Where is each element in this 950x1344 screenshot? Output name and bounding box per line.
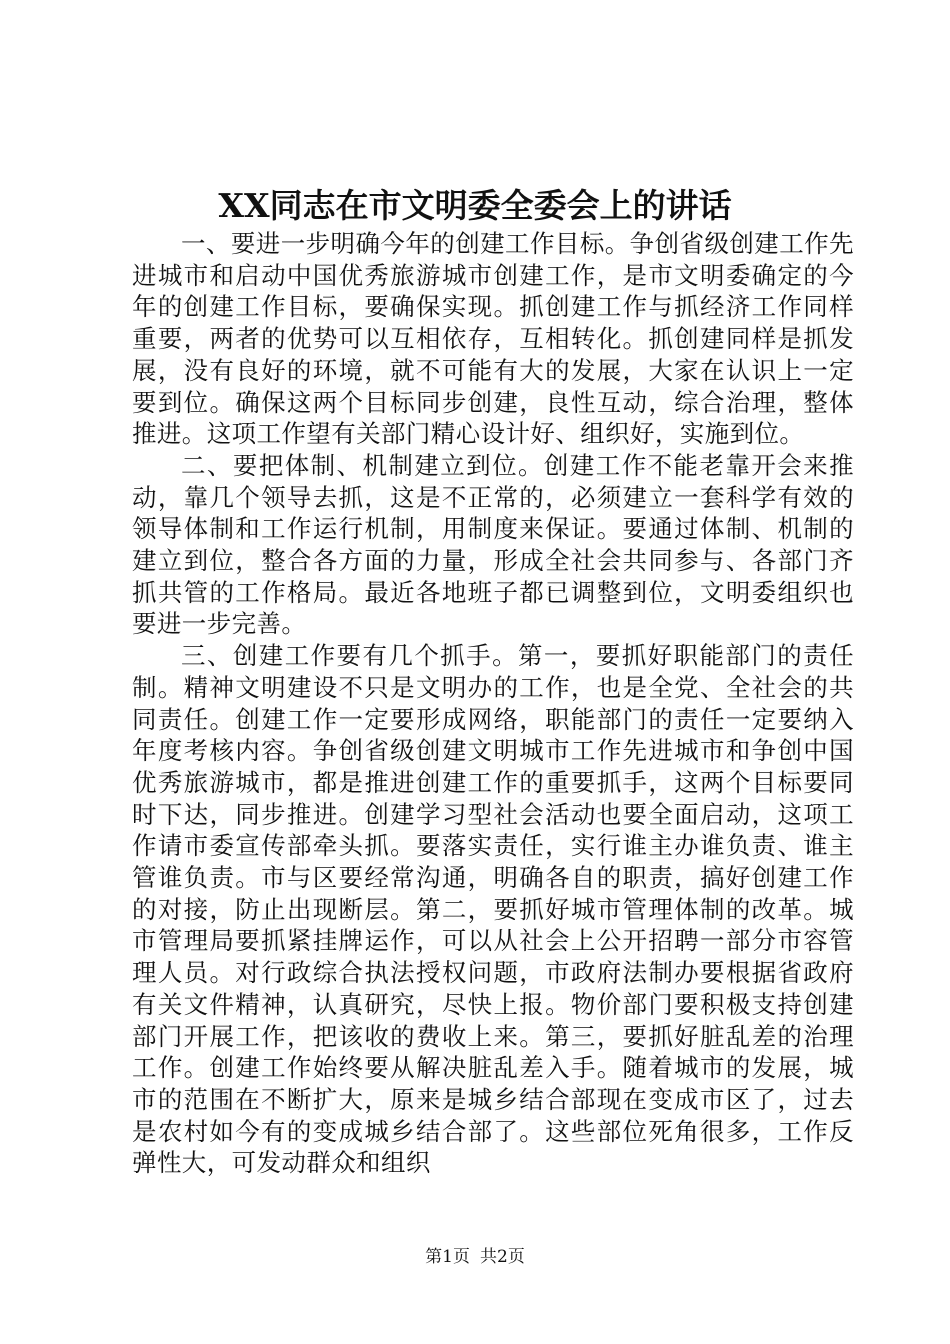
document-body (132, 228, 854, 1179)
paragraph-3: 三、创建工作要有几个抓手。第一，要抓好职能部门的责任制。精神文明建设不只是文明办的工作，也是全党、全社会的共同责任。创建工作一定要形成网络，职能部门的责任一定要纳入年度考核内容。争创省级创建文明城市工作先进城市和争创中国优秀旅游城市，都是推进创建工作的重要抓手，这两个目标要同时下达，同步推进。创建学习型社会活动也要全面启动，这项工作请市委宣传部牵头抓。要落实责任，实行谁主办谁负责、谁主管谁负责。市与区要经常沟通，明确各自的职责，搞好创建工作的对接，防止出现断层。第二，要抓好城市管理体制的改革。城市管理局要抓紧挂牌运作，可以从社会上公开招聘一部分市容管理人员。对行政综合执法授权问题，市政府法制办要根据省政府有关文件精神，认真研究，尽快上报。物价部门要积极支持创建部门开展工作，把该收的费收上来。第三，要抓好脏乱差的治理工作。创建工作始终要从解决脏乱差入手。随着城市的发展，城市的范围在不断扩大，原来是城乡结合部现在变成市区了，过去是农村如今有的变成城乡结合部了。这些部位死角很多，工作反弹性大，可发动群众和组织 (132, 641, 854, 1178)
page-total: 共2页 (480, 1247, 525, 1267)
paragraph-1: 一、要进一步明确今年的创建工作目标。争创省级创建工作先进城市和启动中国优秀旅游城市创建工作，是市文明委确定的今年的创建工作目标，要确保实现。抓创建工作与抓经济工作同样重要，两者的优势可以互相依存，互相转化。抓创建同样是抓发展，没有良好的环境，就不可能有大的发展，大家在认识上一定要到位。确保这两个目标同步创建，良性互动，综合治理，整体推进。这项工作望有关部门精心设计好、组织好，实施到位。 (132, 229, 854, 449)
document-title: XX同志在市文明委全委会上的讲话 (218, 186, 732, 225)
paragraph-2: 二、要把体制、机制建立到位。创建工作不能老靠开会来推动，靠几个领导去抓，这是不正常的，必须建立一套科学有效的领导体制和工作运行机制，用制度来保证。要通过体制、机制的建立到位，整合各方面的力量，形成全社会共同参与、各部门齐抓共管的工作格局。最近各地班子都已调整到位，文明委组织也要进一步完善。 (132, 450, 854, 639)
page-footer (0, 1245, 950, 1269)
page-number: 第1页 (425, 1247, 470, 1267)
